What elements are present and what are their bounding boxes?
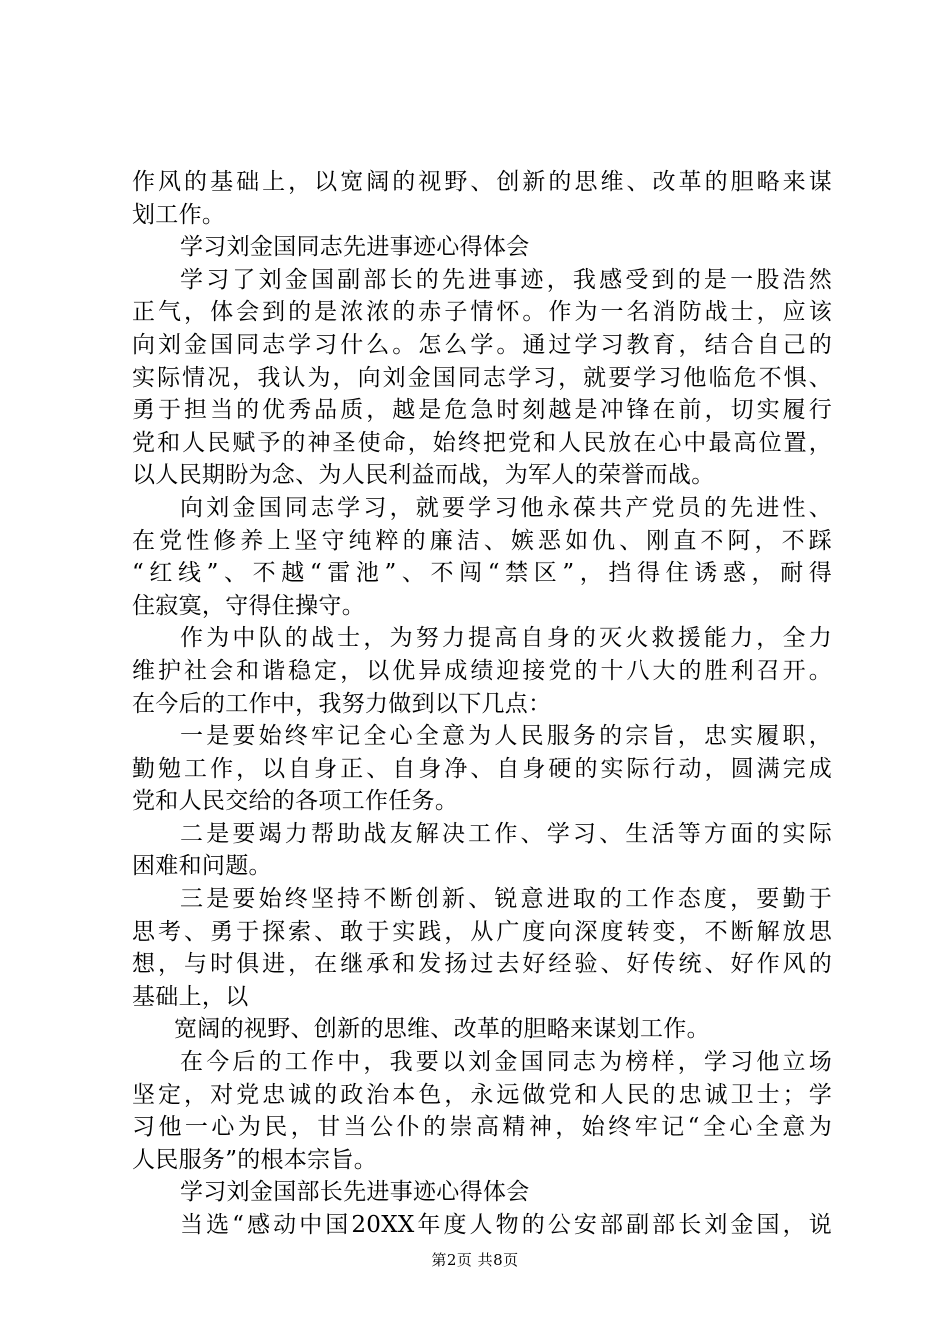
text-line: 坚定，对党忠诚的政治本色，永远做党和人民的忠诚卫士；学 [132,1081,832,1108]
text-line: 当选“感动中国20XX年度人物的公安部副部长刘金国，说 [180,1212,832,1238]
text-line: 想，与时俱进，在继承和发扬过去好经验、好传统、好作风的 [132,951,832,978]
text-line: 三是要始终坚持不断创新、锐意进取的工作态度，要勤于 [180,886,832,913]
text-line: 在今后的工作中，我要以刘金国同志为榜样，学习他立场 [180,1049,832,1076]
text-line: 党和人民交给的各项工作任务。 [132,788,459,815]
text-line: 二是要竭力帮助战友解决工作、学习、生活等方面的实际 [180,820,832,847]
text-line: 划工作。 [132,201,226,228]
text-line: 困难和问题。 [132,853,272,880]
text-line: 基础上，以 [132,983,249,1010]
text-line: 一是要始终牢记全心全意为人民服务的宗旨，忠实履职， [180,723,832,750]
text-line: 学习了刘金国副部长的先进事迹，我感受到的是一股浩然 [180,266,832,293]
text-line: 人民服务”的根本宗旨。 [132,1146,378,1173]
text-line: 宽阔的视野、创新的思维、改革的胆略来谋划工作。 [174,1016,710,1043]
text-line: 党和人民赋予的神圣使命，始终把党和人民放在心中最高位置， [132,429,832,456]
text-line: 勤勉工作，以自身正、自身净、自身硬的实际行动，圆满完成 [132,755,832,782]
text-line: 实际情况，我认为，向刘金国同志学习，就要学习他临危不惧、 [132,364,832,391]
text-line: 作为中队的战士，为努力提高自身的灭火救援能力，全力 [180,625,832,652]
text-line: “红线”、不越“雷池”、不闯“禁区”，挡得住诱惑，耐得 [132,560,832,587]
text-line: 学习刘金国部长先进事迹心得体会 [180,1179,530,1206]
text-line: 在党性修养上坚守纯粹的廉洁、嫉恶如仇、刚直不阿，不踩 [132,527,832,554]
text-line: 维护社会和谐稳定，以优异成绩迎接党的十八大的胜利召开。 [132,657,832,684]
text-line: 正气，体会到的是浓浓的赤子情怀。作为一名消防战士，应该 [132,299,832,326]
text-line: 向刘金国同志学习什么。怎么学。通过学习教育，结合自己的 [132,331,832,358]
text-line: 习他一心为民，甘当公仆的崇高精神，始终牢记“全心全意为 [132,1114,832,1141]
text-line: 在今后的工作中，我努力做到以下几点： [132,690,552,717]
text-line: 作风的基础上，以宽阔的视野、创新的思维、改革的胆略来谋 [132,169,832,195]
text-line: 向刘金国同志学习，就要学习他永葆共产党员的先进性、 [180,494,832,521]
text-line: 思考、勇于探索、敢于实践，从广度向深度转变，不断解放思 [132,918,832,945]
text-line: 学习刘金国同志先进事迹心得体会 [180,234,530,261]
document-body [132,166,832,1242]
page-footer: 第2页 共8页 [431,1251,519,1269]
text-line: 勇于担当的优秀品质，越是危急时刻越是冲锋在前，切实履行 [132,397,832,424]
text-line: 以人民期盼为念、为人民利益而战，为军人的荣誉而战。 [132,462,715,489]
text-line: 住寂寞，守得住操守。 [132,592,365,619]
